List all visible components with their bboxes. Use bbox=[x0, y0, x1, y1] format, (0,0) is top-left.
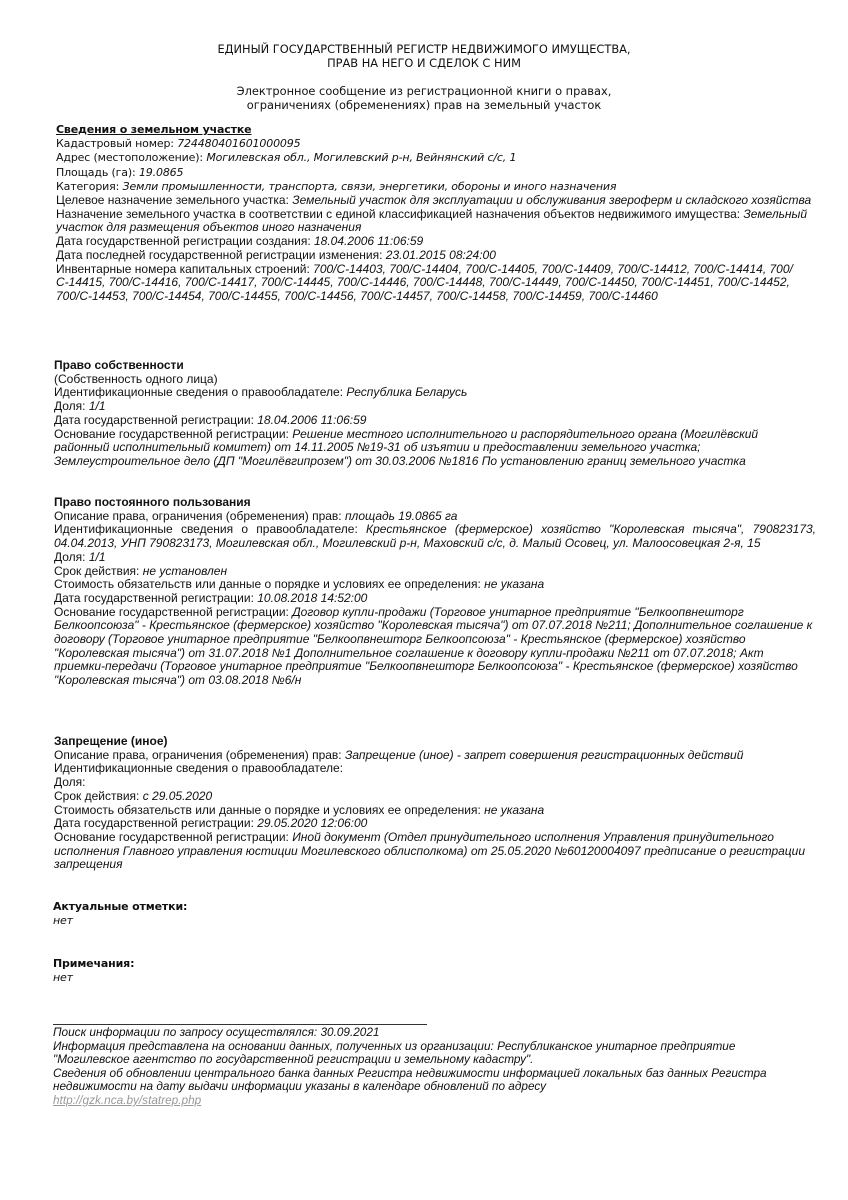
prohibition-reg-date: Дата государственной регистрации: 29.05.2020 12:06:00 bbox=[54, 816, 368, 831]
ownership-share: Доля: 1/1 bbox=[54, 399, 106, 414]
ownership-holder: Идентификационные сведения о правообладателе: Республика Беларусь bbox=[54, 385, 468, 400]
notes-section bbox=[53, 957, 813, 985]
prohibition-cost: Стоимость обязательств или данные о порядке и условиях ее определения: не указана bbox=[54, 802, 545, 817]
land-plot-section bbox=[56, 123, 816, 194]
current-marks-title: Актуальные отметки: bbox=[53, 900, 188, 913]
ownership-basis: Основание государственной регистрации: Решение местного исполнительного и распорядительного органа (Могилёвский районный исполнительный комитет) от 14.11.2005 №19-31 об изъятии и предоставлении земельного участка; Землеустроительное дело (ДП "Могилёвгипрозем") от 30.03.2006 №1816 По установлению границ земельного участка bbox=[54, 426, 759, 468]
permanent-use-reg-date: Дата государственной регистрации: 10.08.2018 14:52:00 bbox=[54, 590, 368, 605]
land-plot-title: Сведения о земельном участке bbox=[56, 123, 252, 136]
prohibition-term: Срок действия: с 29.05.2020 bbox=[54, 788, 213, 803]
inventory-numbers: Инвентарные номера капитальных строений: 700/С-14403, 700/С-14404, 700/С-14405, 700/С-14409, 700/С-14412, 700/С-14414, 700/С-14415, 700/С-14416, 700/С-14417, 700/С-14445, 700/С-14446, 700/С-14448, 700/С-14449, 700/С-14450, 700/С-14451, 700/С-14452, 700/С-14453, 700/С-14454, 700/С-14455, 700/С-14456, 700/С-14457, 700/С-14458, 700/С-14459, 700/С-14460 bbox=[56, 261, 793, 303]
permanent-use-description: Описание права, ограничения (обременения) прав: площадь 19.0865 га bbox=[54, 508, 458, 523]
subtitle-line-1: Электронное сообщение из регистрационной книги о правах, bbox=[236, 84, 612, 98]
notes-value: нет bbox=[53, 971, 73, 985]
title-line-2: ПРАВ НА НЕГО И СДЕЛОК С НИМ bbox=[327, 56, 521, 70]
permanent-use-term: Срок действия: не установлен bbox=[54, 563, 228, 578]
prohibition-description: Описание права, ограничения (обременения) прав: Запрещение (иное) - запрет совершения регистрационных действий bbox=[54, 747, 744, 762]
footer-search-date: Поиск информации по запросу осуществлялся: 30.09.2021 bbox=[53, 1025, 380, 1039]
prohibition-basis: Основание государственной регистрации: Иной документ (Отдел принудительного исполнения Управления принудительного исполнения Главного управления юстиции Могилевского облисполкома) от 25.05.2020 №60120004097 предписание о регистрации запрещения bbox=[54, 829, 806, 872]
purpose: Целевое назначение земельного участка: Земельный участок для эксплуатации и обслуживания звероферм и складского хозяйства bbox=[56, 193, 812, 207]
ownership-reg-date: Дата государственной регистрации: 18.04.2006 11:06:59 bbox=[54, 412, 367, 427]
statrep-link[interactable]: http://gzk.nca.by/statrep.php bbox=[53, 1092, 202, 1107]
footer bbox=[53, 1026, 813, 1108]
permanent-use-share: Доля: 1/1 bbox=[54, 549, 106, 564]
current-marks-section bbox=[53, 900, 813, 928]
permanent-use-title: Право постоянного пользования bbox=[54, 495, 251, 509]
prohibition-title: Запрещение (иное) bbox=[54, 734, 168, 748]
permanent-use-basis: Основание государственной регистрации: Договор купли-продажи (Торговое унитарное предприятие "Белкоопвнешторг Белкоопсоюза" - Крестьянское (фермерское) хозяйство "Королевская тысяча") от 07.07.2018 №211; Дополнительное соглашение к договору (Торговое унитарное предприятие "Белкоопвнешторг Белкоопсоюза" - Крестьянское (фермерское) хозяйство "Королевская тысяча") от 31.07.2018 №1 Дополнительное соглашение к договору купли-продажи №211 от 07.07.2018; Акт приемки-передачи (Торговое унитарное предприятие "Белкоопвнешторг Белкоопсоюза" - Крестьянское (фермерское) хозяйство "Королевская тысяча") от 03.08.2018 №6/н bbox=[54, 604, 813, 688]
prohibition-share: Доля: bbox=[54, 775, 86, 790]
document-subtitle bbox=[0, 84, 848, 112]
category: Категория: Земли промышленности, транспорта, связи, энергетики, обороны и иного назначения bbox=[56, 179, 617, 193]
classification: Назначение земельного участка в соответствии с единой классификацией назначения объектов недвижимого имущества: Земельный участок для размещения объектов иного назначения bbox=[56, 206, 808, 235]
ownership-section bbox=[54, 359, 816, 469]
notes-title: Примечания: bbox=[53, 957, 135, 970]
footer-update-info: Сведения об обновлении центрального банка данных Регистра недвижимости информацией локальных баз данных Регистра недвижимости на дату выдачи информации указаны в календаре обновлений по адресу bbox=[53, 1065, 767, 1094]
address: Адрес (местоположение): Могилевская обл., Могилевский р-н, Вейнянский с/с, 1 bbox=[56, 151, 517, 165]
document-title bbox=[0, 42, 848, 70]
title-line-1: ЕДИНЫЙ ГОСУДАРСТВЕННЫЙ РЕГИСТР НЕДВИЖИМОГО ИМУЩЕСТВА, bbox=[217, 42, 631, 56]
footer-source: Информация представлена на основании данных, полученных из организации: Республиканское унитарное предприятие "Могилевское агентство по государственной регистрации и земельному кадастру". bbox=[53, 1038, 736, 1067]
ownership-type: (Собственность одного лица) bbox=[54, 371, 218, 386]
creation-date: Дата государственной регистрации создания: 18.04.2006 11:06:59 bbox=[56, 234, 424, 249]
permanent-use-holder: Идентификационные сведения о правообладателе: Крестьянское (фермерское) хозяйство "Королевская тысяча", 790823173, 04.04.2013, УНП 790823173, Могилевская обл., Могилевский р-н, Маховский с/с, д. Малый Осовец, ул. Малоосовецкая 2-я, 15 bbox=[54, 522, 817, 551]
prohibition-holder: Идентификационные сведения о правообладателе: bbox=[54, 761, 344, 776]
area: Площадь (га): 19.0865 bbox=[56, 165, 184, 179]
last-change-date: Дата последней государственной регистрации изменения: 23.01.2015 08:24:00 bbox=[56, 247, 496, 262]
permanent-use-section bbox=[54, 496, 816, 688]
prohibition-section bbox=[54, 735, 816, 872]
subtitle-line-2: ограничениях (обременениях) прав на земельный участок bbox=[246, 98, 602, 112]
cadastral-number: Кадастровый номер: 724480401601000095 bbox=[56, 137, 301, 151]
permanent-use-cost: Стоимость обязательств или данные о порядке и условиях ее определения: не указана bbox=[54, 577, 545, 592]
land-plot-details bbox=[56, 194, 816, 304]
ownership-title: Право собственности bbox=[54, 358, 184, 372]
current-marks-value: нет bbox=[53, 914, 73, 928]
